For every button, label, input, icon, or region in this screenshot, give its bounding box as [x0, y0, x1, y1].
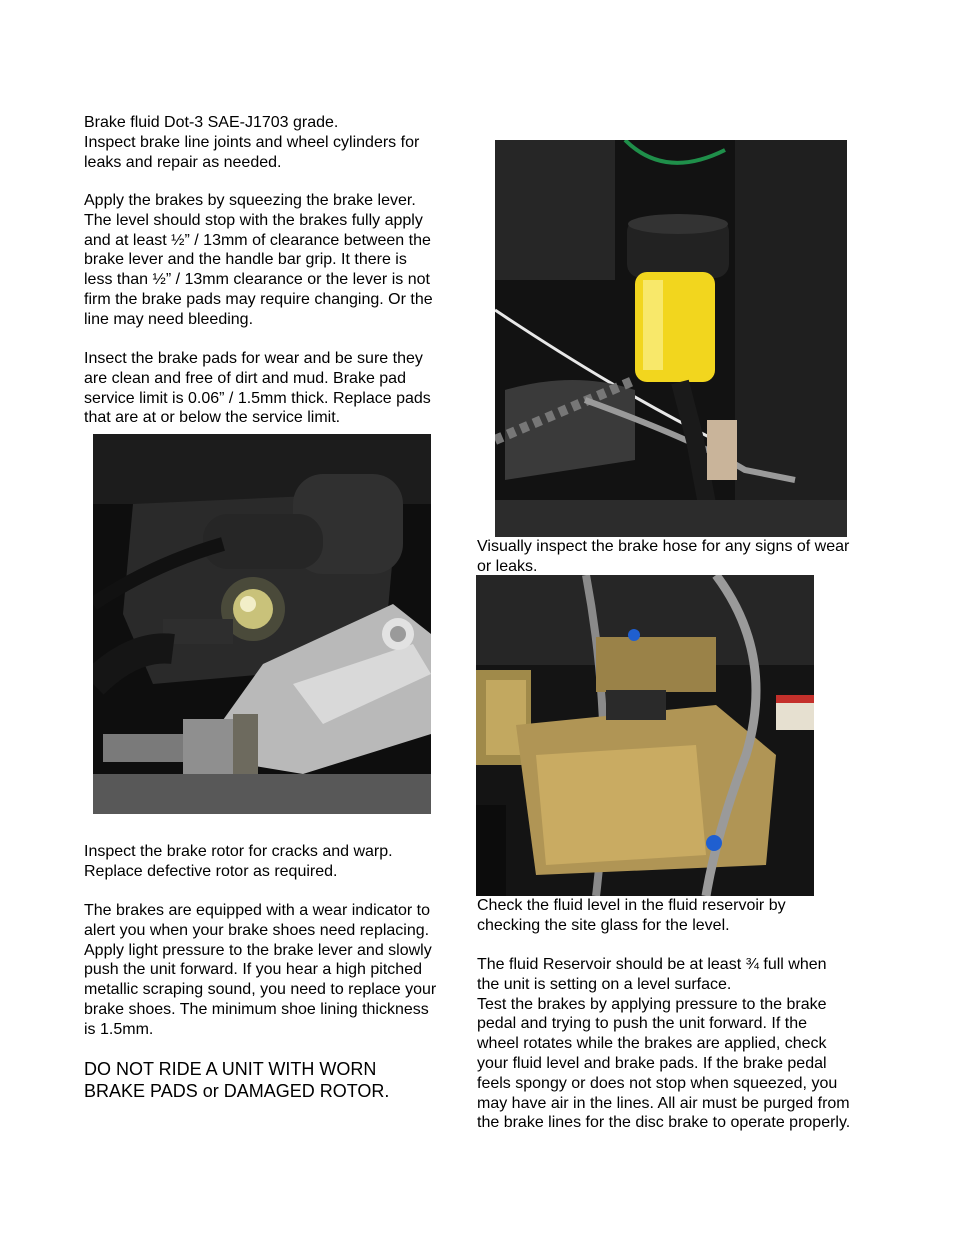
warning-text: DO NOT RIDE A UNIT WITH WORN BRAKE PADS or DAMAGED ROTOR. — [84, 1059, 390, 1101]
brake-pads-paragraph: Insect the brake pads for wear and be sure they are clean and free of dirt and mud. Brake pad service limit is 0.06” / 1.5mm thick. Replace pads that are at or below the service limit. — [84, 350, 431, 427]
sight-glass-photo — [93, 434, 431, 814]
caption-fluid-level: Check the fluid level in the fluid reservoir by checking the site glass for the level. — [477, 897, 786, 934]
reservoir-test-paragraph: The fluid Reservoir should be at least ¾ full when the unit is setting on a level surface. Test the brakes by applying pressure to the brake pedal and trying to push the unit forward. If the wheel rotates while the brakes are applied, check your fluid level and brake pads. If the brake pedal feels spongy or does not stop when squeezed, you may have air in the lines. All air must be purged from the brake lines for the disc brake to operate properly. — [477, 956, 851, 1132]
caption-hose: Visually inspect the brake hose for any signs of wear or leaks. — [477, 538, 850, 575]
brake-lever-paragraph: Apply the brakes by squeezing the brake lever. The level should stop with the brakes fully apply and at least ½” / 13mm of clearance between the brake lever and the handle bar grip. It there is less than ½” / 13mm clearance or the lever is not firm the brake pads may require changing. Or the line may need bleeding. — [84, 192, 433, 328]
reservoir-photo — [495, 140, 847, 537]
rotor-paragraph: Inspect the brake rotor for cracks and warp. Replace defective rotor as required. — [84, 843, 393, 880]
caliper-photo — [476, 575, 814, 896]
wear-indicator-paragraph: The brakes are equipped with a wear indicator to alert you when your brake shoes need replacing. Apply light pressure to the brake lever and slowly push the unit forward. If you hear a high pitched metallic scraping sound, you need to replace your brake shoes. The minimum shoe lining thickness is 1.5mm. — [84, 902, 437, 1038]
brake-fluid-paragraph: Brake fluid Dot-3 SAE-J1703 grade. Inspect brake line joints and wheel cylinders for leaks and repair as needed. — [84, 114, 420, 171]
